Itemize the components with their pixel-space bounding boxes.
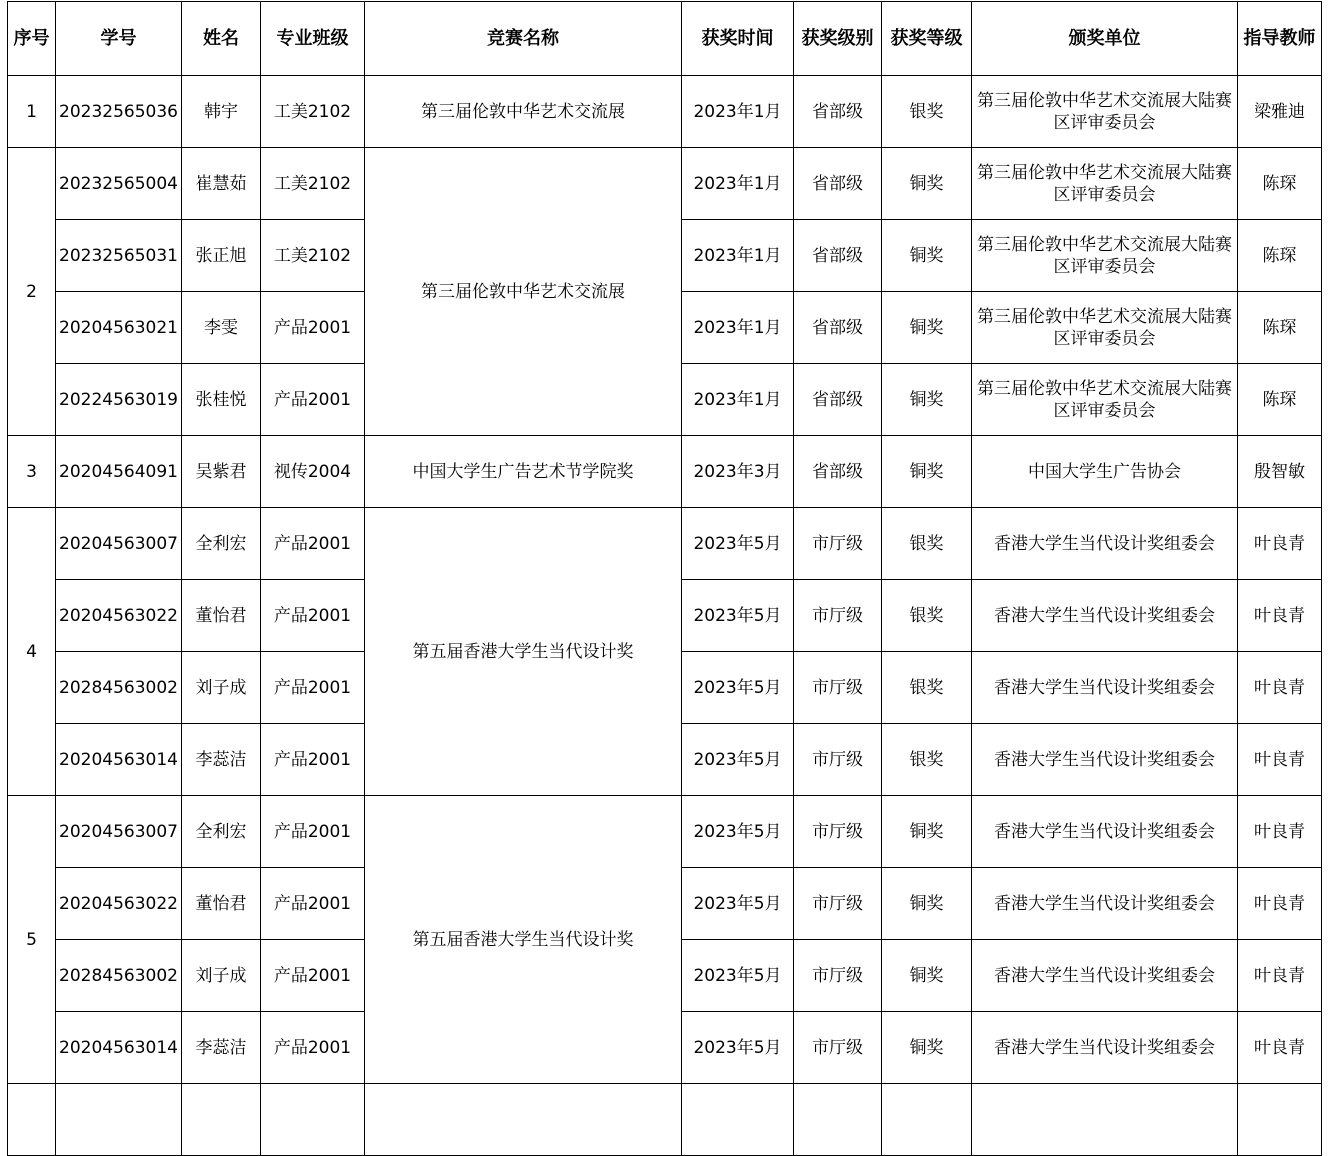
award-grade: 银奖	[881, 508, 971, 580]
student-class: 产品2001	[260, 868, 364, 940]
student-class: 工美2102	[260, 148, 364, 220]
award-grade: 银奖	[881, 580, 971, 652]
student-class: 产品2001	[260, 724, 364, 796]
award-level: 市厅级	[793, 940, 881, 1012]
competition-name: 第三届伦敦中华艺术交流展	[364, 76, 681, 148]
award-time: 2023年5月	[681, 580, 793, 652]
student-name: 李蕊洁	[181, 724, 260, 796]
empty-cell	[56, 1084, 182, 1156]
group-no: 5	[8, 796, 56, 1084]
teacher-name: 叶良青	[1237, 796, 1321, 868]
award-issuer: 香港大学生当代设计奖组委会	[971, 796, 1237, 868]
award-time: 2023年5月	[681, 652, 793, 724]
award-time: 2023年5月	[681, 940, 793, 1012]
header-award-level: 获奖级别	[793, 2, 881, 76]
award-grade: 银奖	[881, 76, 971, 148]
student-class: 产品2001	[260, 364, 364, 436]
award-time: 2023年5月	[681, 1012, 793, 1084]
award-time: 2023年1月	[681, 220, 793, 292]
award-grade: 铜奖	[881, 436, 971, 508]
award-level: 市厅级	[793, 796, 881, 868]
student-id: 20232565031	[56, 220, 182, 292]
student-name: 张正旭	[181, 220, 260, 292]
competition-name: 第五届香港大学生当代设计奖	[364, 508, 681, 796]
award-level: 省部级	[793, 364, 881, 436]
student-class: 产品2001	[260, 580, 364, 652]
teacher-name: 梁雅迪	[1237, 76, 1321, 148]
table-row	[8, 796, 1322, 868]
award-issuer: 第三届伦敦中华艺术交流展大陆赛区评审委员会	[971, 76, 1237, 148]
student-class: 产品2001	[260, 652, 364, 724]
empty-cell	[364, 1084, 681, 1156]
competition-name: 第三届伦敦中华艺术交流展	[364, 148, 681, 436]
header-award-time: 获奖时间	[681, 2, 793, 76]
group-no: 4	[8, 508, 56, 796]
award-level: 市厅级	[793, 868, 881, 940]
student-class: 产品2001	[260, 940, 364, 1012]
header-award-grade: 获奖等级	[881, 2, 971, 76]
header-no: 序号	[8, 2, 56, 76]
award-grade: 银奖	[881, 724, 971, 796]
student-name: 李雯	[181, 292, 260, 364]
award-issuer: 香港大学生当代设计奖组委会	[971, 1012, 1237, 1084]
header-name: 姓名	[181, 2, 260, 76]
student-name: 全利宏	[181, 796, 260, 868]
empty-cell	[971, 1084, 1237, 1156]
award-level: 省部级	[793, 148, 881, 220]
award-issuer: 香港大学生当代设计奖组委会	[971, 652, 1237, 724]
teacher-name: 叶良青	[1237, 1012, 1321, 1084]
student-id: 20284563002	[56, 940, 182, 1012]
student-id: 20284563002	[56, 652, 182, 724]
student-name: 刘子成	[181, 652, 260, 724]
student-id: 20204563007	[56, 796, 182, 868]
competition-name: 中国大学生广告艺术节学院奖	[364, 436, 681, 508]
award-level: 市厅级	[793, 724, 881, 796]
award-level: 市厅级	[793, 1012, 881, 1084]
award-level: 省部级	[793, 220, 881, 292]
empty-cell	[681, 1084, 793, 1156]
empty-cell	[793, 1084, 881, 1156]
student-id: 20204563007	[56, 508, 182, 580]
teacher-name: 陈琛	[1237, 220, 1321, 292]
group-no: 2	[8, 148, 56, 436]
student-name: 董怡君	[181, 868, 260, 940]
award-time: 2023年1月	[681, 364, 793, 436]
award-issuer: 香港大学生当代设计奖组委会	[971, 508, 1237, 580]
teacher-name: 殷智敏	[1237, 436, 1321, 508]
award-time: 2023年1月	[681, 148, 793, 220]
student-name: 张桂悦	[181, 364, 260, 436]
award-time: 2023年1月	[681, 76, 793, 148]
teacher-name: 叶良青	[1237, 868, 1321, 940]
award-time: 2023年5月	[681, 868, 793, 940]
award-time: 2023年5月	[681, 508, 793, 580]
empty-cell	[881, 1084, 971, 1156]
award-issuer: 香港大学生当代设计奖组委会	[971, 868, 1237, 940]
award-level: 市厅级	[793, 508, 881, 580]
teacher-name: 陈琛	[1237, 292, 1321, 364]
teacher-name: 叶良青	[1237, 580, 1321, 652]
teacher-name: 陈琛	[1237, 364, 1321, 436]
student-class: 产品2001	[260, 292, 364, 364]
student-name: 崔慧茹	[181, 148, 260, 220]
student-class: 视传2004	[260, 436, 364, 508]
award-issuer: 中国大学生广告协会	[971, 436, 1237, 508]
award-grade: 铜奖	[881, 292, 971, 364]
award-grade: 铜奖	[881, 220, 971, 292]
student-id: 20204563022	[56, 580, 182, 652]
header-teacher: 指导教师	[1237, 2, 1321, 76]
award-issuer: 第三届伦敦中华艺术交流展大陆赛区评审委员会	[971, 220, 1237, 292]
header-student-id: 学号	[56, 2, 182, 76]
student-id: 20232565004	[56, 148, 182, 220]
student-id: 20204563022	[56, 868, 182, 940]
teacher-name: 叶良青	[1237, 508, 1321, 580]
student-id: 20204564091	[56, 436, 182, 508]
teacher-name: 陈琛	[1237, 148, 1321, 220]
student-name: 全利宏	[181, 508, 260, 580]
header-competition: 竞赛名称	[364, 2, 681, 76]
table-row	[8, 508, 1322, 580]
header-issuer: 颁奖单位	[971, 2, 1237, 76]
group-no: 3	[8, 436, 56, 508]
table-row	[8, 76, 1322, 148]
award-grade: 铜奖	[881, 796, 971, 868]
student-name: 刘子成	[181, 940, 260, 1012]
competition-name: 第五届香港大学生当代设计奖	[364, 796, 681, 1084]
award-issuer: 第三届伦敦中华艺术交流展大陆赛区评审委员会	[971, 148, 1237, 220]
student-id: 20232565036	[56, 76, 182, 148]
award-level: 市厅级	[793, 652, 881, 724]
student-name: 董怡君	[181, 580, 260, 652]
award-issuer: 第三届伦敦中华艺术交流展大陆赛区评审委员会	[971, 292, 1237, 364]
teacher-name: 叶良青	[1237, 940, 1321, 1012]
student-id: 20204563014	[56, 724, 182, 796]
student-class: 产品2001	[260, 508, 364, 580]
award-issuer: 香港大学生当代设计奖组委会	[971, 724, 1237, 796]
award-issuer: 香港大学生当代设计奖组委会	[971, 940, 1237, 1012]
student-class: 产品2001	[260, 1012, 364, 1084]
award-time: 2023年3月	[681, 436, 793, 508]
empty-cell	[260, 1084, 364, 1156]
award-grade: 铜奖	[881, 148, 971, 220]
award-issuer: 第三届伦敦中华艺术交流展大陆赛区评审委员会	[971, 364, 1237, 436]
award-level: 省部级	[793, 76, 881, 148]
table-row-partial	[8, 1084, 1322, 1156]
awards-table	[7, 1, 1322, 1156]
award-level: 省部级	[793, 436, 881, 508]
award-grade: 铜奖	[881, 868, 971, 940]
award-grade: 铜奖	[881, 1012, 971, 1084]
award-time: 2023年1月	[681, 292, 793, 364]
student-id: 20204563021	[56, 292, 182, 364]
group-no: 1	[8, 76, 56, 148]
award-time: 2023年5月	[681, 724, 793, 796]
award-grade: 铜奖	[881, 940, 971, 1012]
award-level: 市厅级	[793, 580, 881, 652]
student-class: 工美2102	[260, 76, 364, 148]
table-row	[8, 436, 1322, 508]
student-name: 韩宇	[181, 76, 260, 148]
table-row	[8, 148, 1322, 220]
award-grade: 铜奖	[881, 364, 971, 436]
teacher-name: 叶良青	[1237, 652, 1321, 724]
empty-cell	[181, 1084, 260, 1156]
student-id: 20204563014	[56, 1012, 182, 1084]
student-name: 李蕊洁	[181, 1012, 260, 1084]
student-class: 工美2102	[260, 220, 364, 292]
award-level: 省部级	[793, 292, 881, 364]
header-row	[8, 2, 1322, 76]
empty-cell	[8, 1084, 56, 1156]
award-time: 2023年5月	[681, 796, 793, 868]
empty-cell	[1237, 1084, 1321, 1156]
student-name: 吴紫君	[181, 436, 260, 508]
award-grade: 银奖	[881, 652, 971, 724]
header-class: 专业班级	[260, 2, 364, 76]
award-issuer: 香港大学生当代设计奖组委会	[971, 580, 1237, 652]
student-id: 20224563019	[56, 364, 182, 436]
teacher-name: 叶良青	[1237, 724, 1321, 796]
student-class: 产品2001	[260, 796, 364, 868]
